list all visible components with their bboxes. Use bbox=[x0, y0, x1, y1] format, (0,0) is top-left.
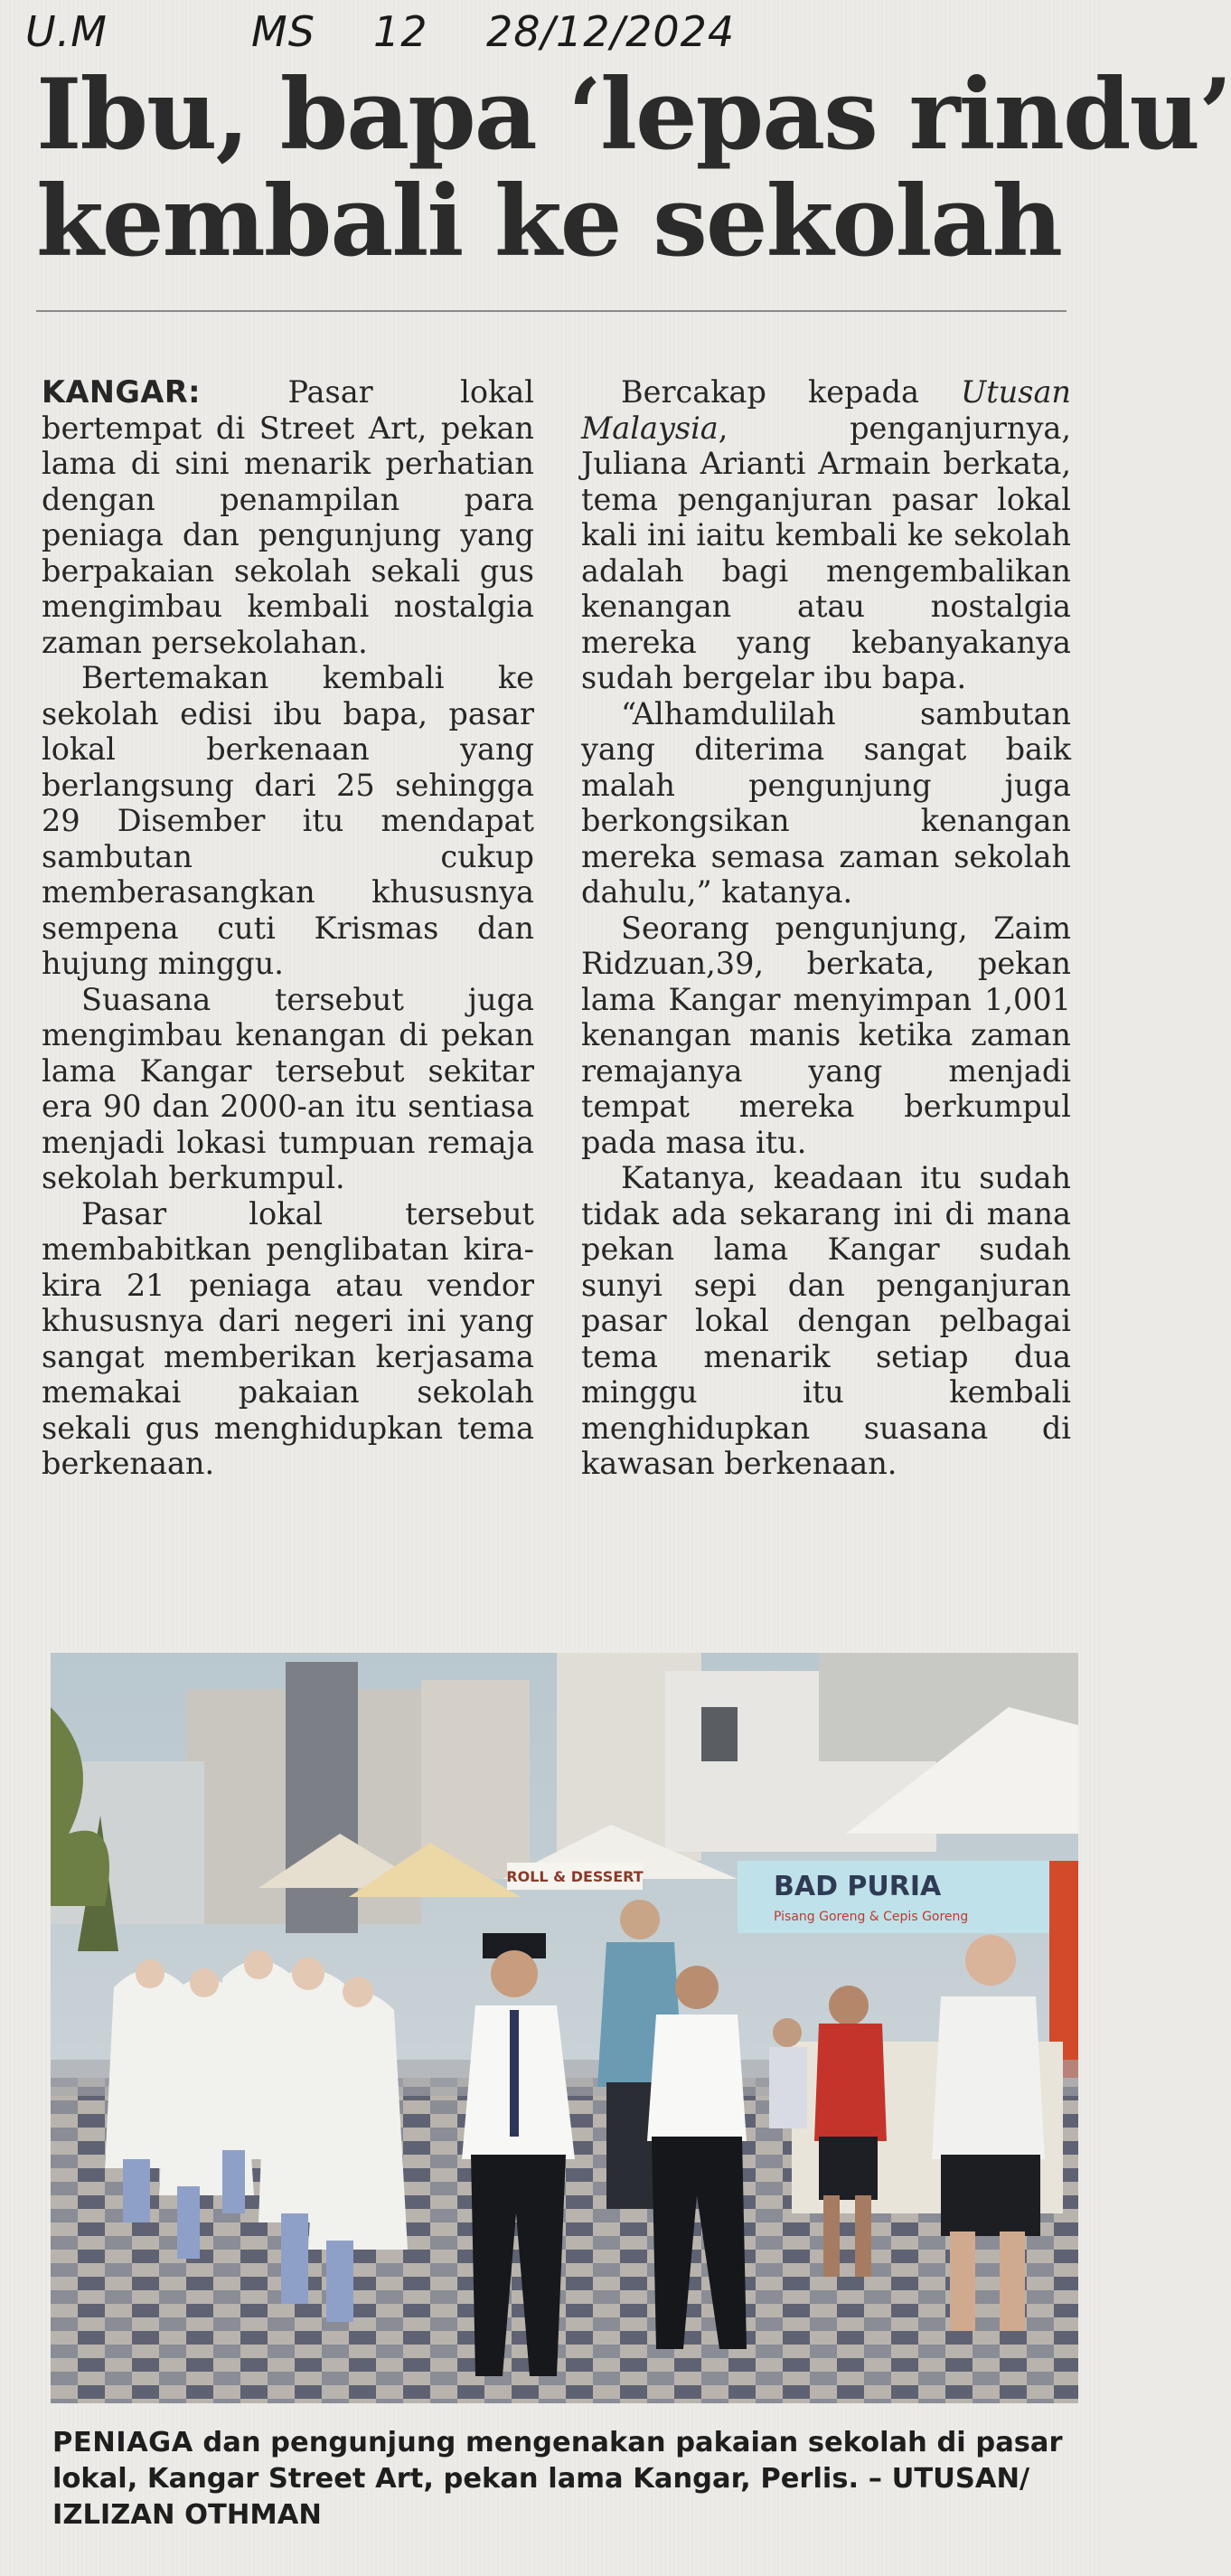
article-paragraph bbox=[581, 374, 1071, 696]
photo-caption bbox=[52, 2425, 1074, 2534]
headline-divider bbox=[36, 310, 1067, 312]
paragraph-text: , penganjurnya, Juliana Arianti Armain berkata, tema penganjuran pasar lokal kali ini iaitu kembali ke sekolah adalah bagi mengembalikan kenangan atau nostalgia mereka yang kebanyakanya sudah bergelar ibu bapa. bbox=[581, 410, 1071, 695]
news-photo bbox=[51, 1653, 1078, 2403]
stall-sign-3: Pisang Goreng & Cepis Goreng bbox=[774, 1910, 969, 1924]
handwritten-section: MS bbox=[251, 7, 315, 56]
dateline: KANGAR: bbox=[42, 374, 202, 410]
handwritten-paper: U.M bbox=[25, 7, 108, 56]
stall-sign-1: ROLL & DESSERT bbox=[506, 1868, 644, 1885]
headline-line-2: kembali ke sekolah bbox=[36, 165, 1062, 278]
article-paragraph: Seorang pengunjung, Zaim Ridzuan,39, berkata, pekan lama Kangar menyimpan 1,001 kenangan manis ketika zaman remajanya yang menjadi tempat mereka berkumpul pada masa itu. bbox=[581, 910, 1071, 1160]
stall-sign-2: BAD PURIA bbox=[774, 1871, 942, 1902]
caption-lead: PENIAGA bbox=[52, 2427, 193, 2458]
handwritten-date: 28/12/2024 bbox=[486, 7, 736, 56]
photo-illustration bbox=[51, 1653, 1078, 2403]
paragraph-text: Pasar lokal bertempat di Street Art, pekan lama di sini menarik perhatian dengan penampilan para peniaga dan pengunjung yang berpakaian sekolah sekali gus mengimbau kembali nostalgia zaman persekolahan. bbox=[42, 374, 534, 660]
headline bbox=[36, 58, 1231, 278]
article-column-right bbox=[581, 374, 1071, 1482]
paragraph-text: Bercakap kepada bbox=[621, 374, 961, 410]
article-paragraph: Katanya, keadaan itu sudah tidak ada sekarang ini di mana pekan lama Kangar sudah sunyi sepi dan penganjuran pasar lokal dengan pelbagai tema menarik setiap dua minggu itu kembali menghidupkan suasana di kawasan berkenaan. bbox=[581, 1160, 1071, 1481]
headline-line-1: Ibu, bapa ‘lepas rindu’ bbox=[36, 58, 1231, 172]
article-paragraph: Suasana tersebut juga mengimbau kenangan di pekan lama Kangar tersebut sekitar era 90 dan 2000-an itu sentiasa menjadi lokasi tumpuan remaja sekolah berkumpul. bbox=[42, 981, 534, 1195]
handwritten-page: 12 bbox=[373, 7, 428, 56]
publication-name: Utusan Malaysia bbox=[581, 374, 1071, 446]
article-paragraph: Pasar lokal tersebut membabitkan penglibatan kira-kira 21 peniaga atau vendor khususnya dari negeri ini yang sangat memberikan kerjasama memakai pakaian sekolah sekali gus menghidupkan tema berkenaan. bbox=[42, 1195, 534, 1481]
article-column-left bbox=[42, 374, 534, 1482]
article-paragraph: Bertemakan kembali ke sekolah edisi ibu bapa, pasar lokal berkenaan yang berlangsung dari 25 sehingga 29 Disember itu mendapat sambutan cukup memberasangkan khususnya sempena cuti Krismas dan hujung minggu. bbox=[42, 660, 534, 981]
article-paragraph: “Alhamdulilah sambutan yang diterima sangat baik malah pengunjung juga berkongsikan kenangan mereka semasa zaman sekolah dahulu,” katanya. bbox=[581, 695, 1071, 910]
article-paragraph bbox=[42, 374, 534, 660]
caption-text: dan pengunjung mengenakan pakaian sekolah di pasar lokal, Kangar Street Art, pekan lama Kangar, Perlis. – UTUSAN/ IZLIZAN OTHMAN bbox=[52, 2427, 1063, 2531]
